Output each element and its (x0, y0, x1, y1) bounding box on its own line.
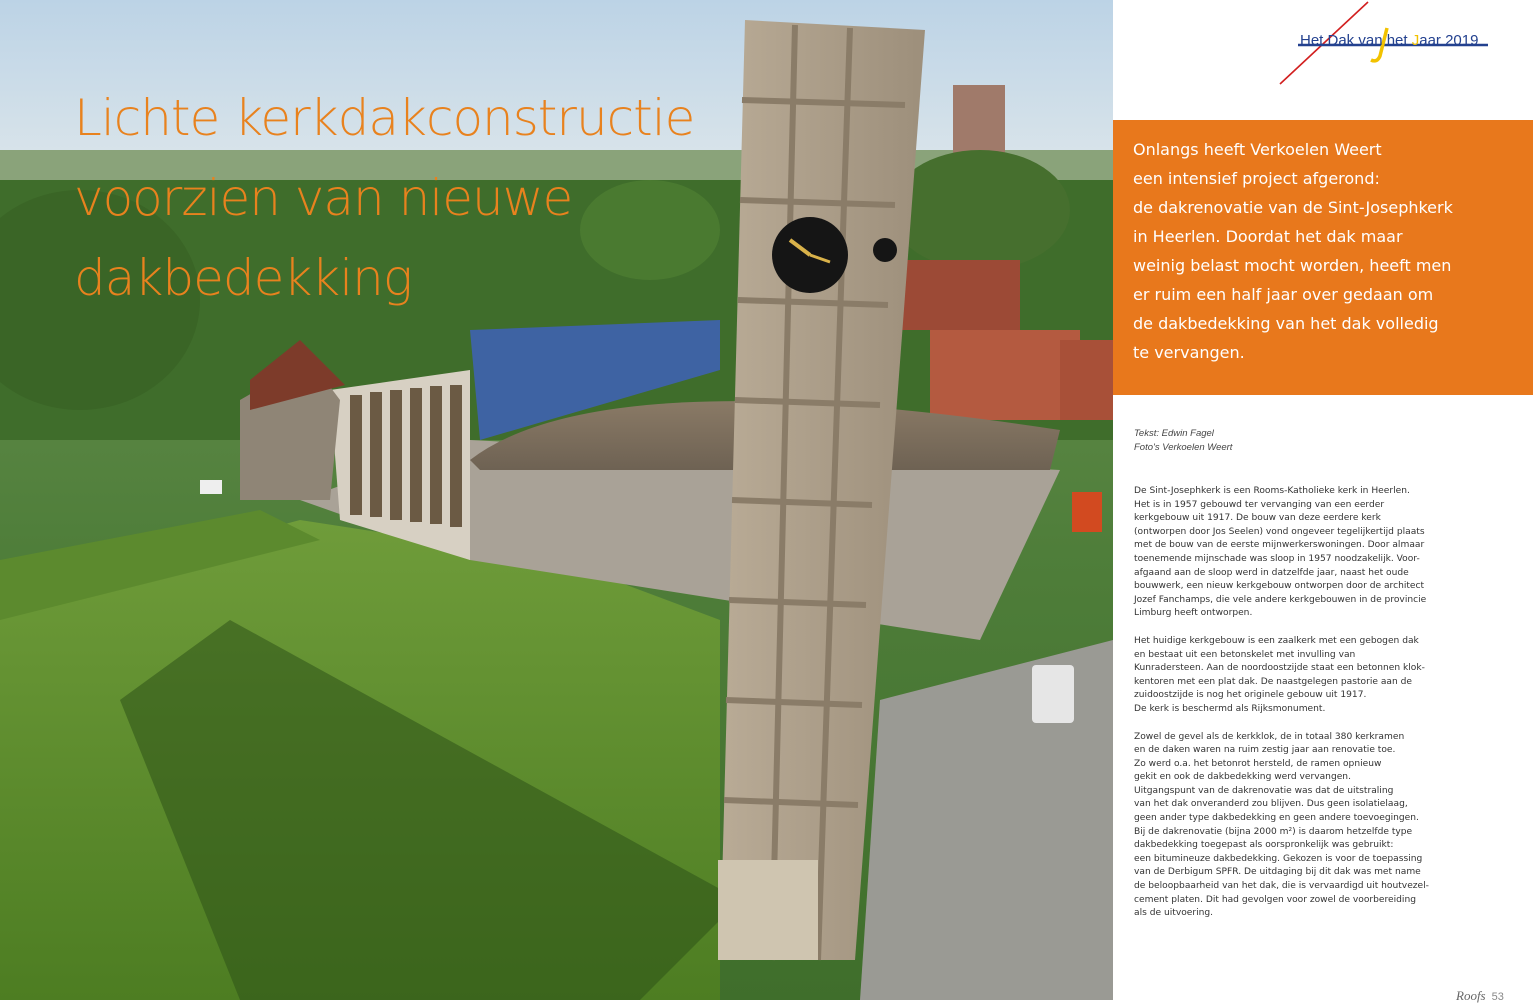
body-line: Het is in 1957 gebouwd ter vervanging van een eerder (1134, 499, 1385, 510)
body-line: met de bouw van de eerste mijnwerkerswoningen. Door almaar (1134, 540, 1425, 551)
intro-line: te vervangen. (1133, 343, 1245, 362)
article-body (1134, 485, 1514, 935)
body-line: dakbedekking toegepast als oorspronkelijk was gebruikt: (1134, 840, 1394, 851)
logo-text-part: Het Dak van het (1300, 32, 1412, 49)
logo-text-j: J (1411, 32, 1420, 49)
body-line: kerkgebouw uit 1917. De bouw van deze eerdere kerk (1134, 513, 1381, 524)
body-line: cement platen. Dit had gevolgen voor zowel de voorbereiding (1134, 894, 1416, 905)
headline-line: voorzien van nieuwe (74, 169, 573, 227)
intro-line: weinig belast mocht worden, heeft men (1133, 256, 1452, 275)
body-line: Zo werd o.a. het betonrot hersteld, de ramen opnieuw (1134, 758, 1382, 769)
headline-line: dakbedekking (74, 249, 412, 307)
article-headline (74, 78, 774, 318)
body-line: Het huidige kerkgebouw is een zaalkerk met een gebogen dak (1134, 635, 1419, 646)
body-line: en de daken waren na ruim zestig jaar aan renovatie toe. (1134, 745, 1396, 756)
credit-text: Tekst: Edwin Fagel (1134, 428, 1214, 439)
dak-van-het-jaar-logo (1270, 0, 1510, 90)
intro-line: een intensief project afgerond: (1133, 169, 1380, 188)
body-line: (ontworpen door Jos Seelen) vond ongeveer tegelijkertijd plaats (1134, 526, 1425, 537)
headline-line: Lichte kerkdakconstructie (74, 89, 695, 147)
body-line: geen ander type dakbedekking en geen andere toevoegingen. (1134, 813, 1419, 824)
paragraph (1134, 635, 1514, 717)
intro-line: Onlangs heeft Verkoelen Weert (1133, 140, 1382, 159)
body-line: De kerk is beschermd als Rijksmonument. (1134, 703, 1326, 714)
body-line: een bitumineuze dakbedekking. Gekozen is voor de toepassing (1134, 853, 1423, 864)
body-line: als de uitvoering. (1134, 908, 1214, 919)
body-line: van de Derbigum SPFR. De uitdaging bij dit dak was met name (1134, 867, 1421, 878)
logo-text (1300, 32, 1478, 49)
body-line: toenemende mijnschade was sloop in 1957 noodzakelijk. Voor- (1134, 553, 1420, 564)
body-line: en bestaat uit een betonskelet met invulling van (1134, 649, 1356, 660)
body-line: Bij de dakrenovatie (bijna 2000 m²) is daarom hetzelfde type (1134, 826, 1413, 837)
body-line: zuidoostzijde is nog het originele gebouw uit 1917. (1134, 690, 1367, 701)
body-line: afgaand aan de sloop werd in datzelfde jaar, naast het oude (1134, 567, 1409, 578)
intro-line: de dakrenovatie van de Sint-Josephkerk (1133, 198, 1453, 217)
paragraph (1134, 731, 1514, 921)
intro-box (1113, 120, 1533, 395)
intro-line: in Heerlen. Doordat het dak maar (1133, 227, 1403, 246)
body-line: Jozef Fanchamps, die vele andere kerkgebouwen in de provincie (1134, 594, 1427, 605)
body-line: bouwwerk, een nieuw kerkgebouw ontworpen door de architect (1134, 581, 1425, 592)
body-line: van het dak onveranderd zou blijven. Dus geen isolatielaag, (1134, 799, 1408, 810)
page-footer (1456, 988, 1504, 1004)
magazine-name: Roofs (1456, 988, 1486, 1003)
body-line: Limburg heeft ontworpen. (1134, 608, 1253, 619)
body-line: Zowel de gevel als de kerkklok, de in totaal 380 kerkramen (1134, 731, 1405, 742)
body-line: gekit en ook de dakbedekking werd vervangen. (1134, 772, 1351, 783)
intro-line: er ruim een half jaar over gedaan om (1133, 285, 1434, 304)
body-line: Uitgangspunt van de dakrenovatie was dat de uitstraling (1134, 785, 1394, 796)
logo-text-part: aar 2019 (1419, 32, 1479, 49)
body-line: de beloopbaarheid van het dak, die is vervaardigd uit houtvezel- (1134, 881, 1429, 892)
credit-photos: Foto's Verkoelen Weert (1134, 442, 1233, 453)
intro-line: de dakbedekking van het dak volledig (1133, 314, 1439, 333)
body-line: Kunradersteen. Aan de noordoostzijde staat een betonnen klok- (1134, 663, 1425, 674)
page-number: 53 (1491, 991, 1504, 1003)
body-line: De Sint-Josephkerk is een Rooms-Katholieke kerk in Heerlen. (1134, 486, 1410, 496)
article-credits (1134, 427, 1232, 455)
paragraph (1134, 485, 1514, 621)
body-line: kentoren met een plat dak. De naastgelegen pastorie aan de (1134, 676, 1413, 687)
